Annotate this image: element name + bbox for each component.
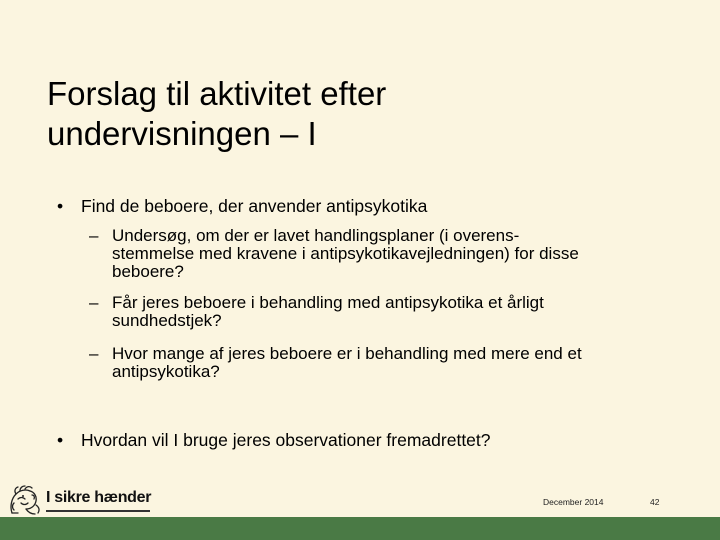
footer-logo	[6, 483, 156, 517]
sub-bullet-line: Får jeres beboere i behandling med antipsykotika et årligt	[112, 293, 544, 312]
lion-crest-icon	[6, 483, 42, 517]
sub-bullet-text	[112, 227, 682, 281]
sub-bullet-line: stemmelse med kravene i antipsykotikavejledningen) for disse	[112, 244, 579, 263]
bullet-marker: •	[57, 196, 64, 216]
slide-title	[47, 74, 687, 154]
sub-bullet-text	[112, 294, 682, 330]
sub-bullet-marker: –	[89, 293, 99, 312]
slide-title-line-2: undervisningen – I	[47, 115, 317, 152]
bullet-text: Hvordan vil I bruge jeres observationer fremadrettet?	[81, 430, 491, 450]
bullet-text: Find de beboere, der anvender antipsykotika	[81, 196, 428, 216]
sub-bullet-marker: –	[89, 344, 99, 363]
logo-underline	[46, 510, 150, 512]
logo-text: I sikre hænder	[46, 489, 152, 506]
page-number: 42	[650, 497, 660, 507]
sub-bullet-line: sundhedstjek?	[112, 311, 222, 330]
sub-bullet-marker: –	[89, 226, 99, 245]
bottom-color-bar	[0, 517, 720, 540]
footer-date: December 2014	[543, 497, 604, 507]
sub-bullet-line: beboere?	[112, 262, 184, 281]
bullet-marker: •	[57, 430, 64, 450]
sub-bullet-text	[112, 345, 682, 381]
slide-title-line-1: Forslag til aktivitet efter	[47, 75, 387, 112]
sub-bullet-line: Hvor mange af jeres beboere er i behandling med mere end et	[112, 344, 582, 363]
sub-bullet-line: Undersøg, om der er lavet handlingsplaner (i overens-	[112, 226, 520, 245]
sub-bullet-line: antipsykotika?	[112, 362, 220, 381]
